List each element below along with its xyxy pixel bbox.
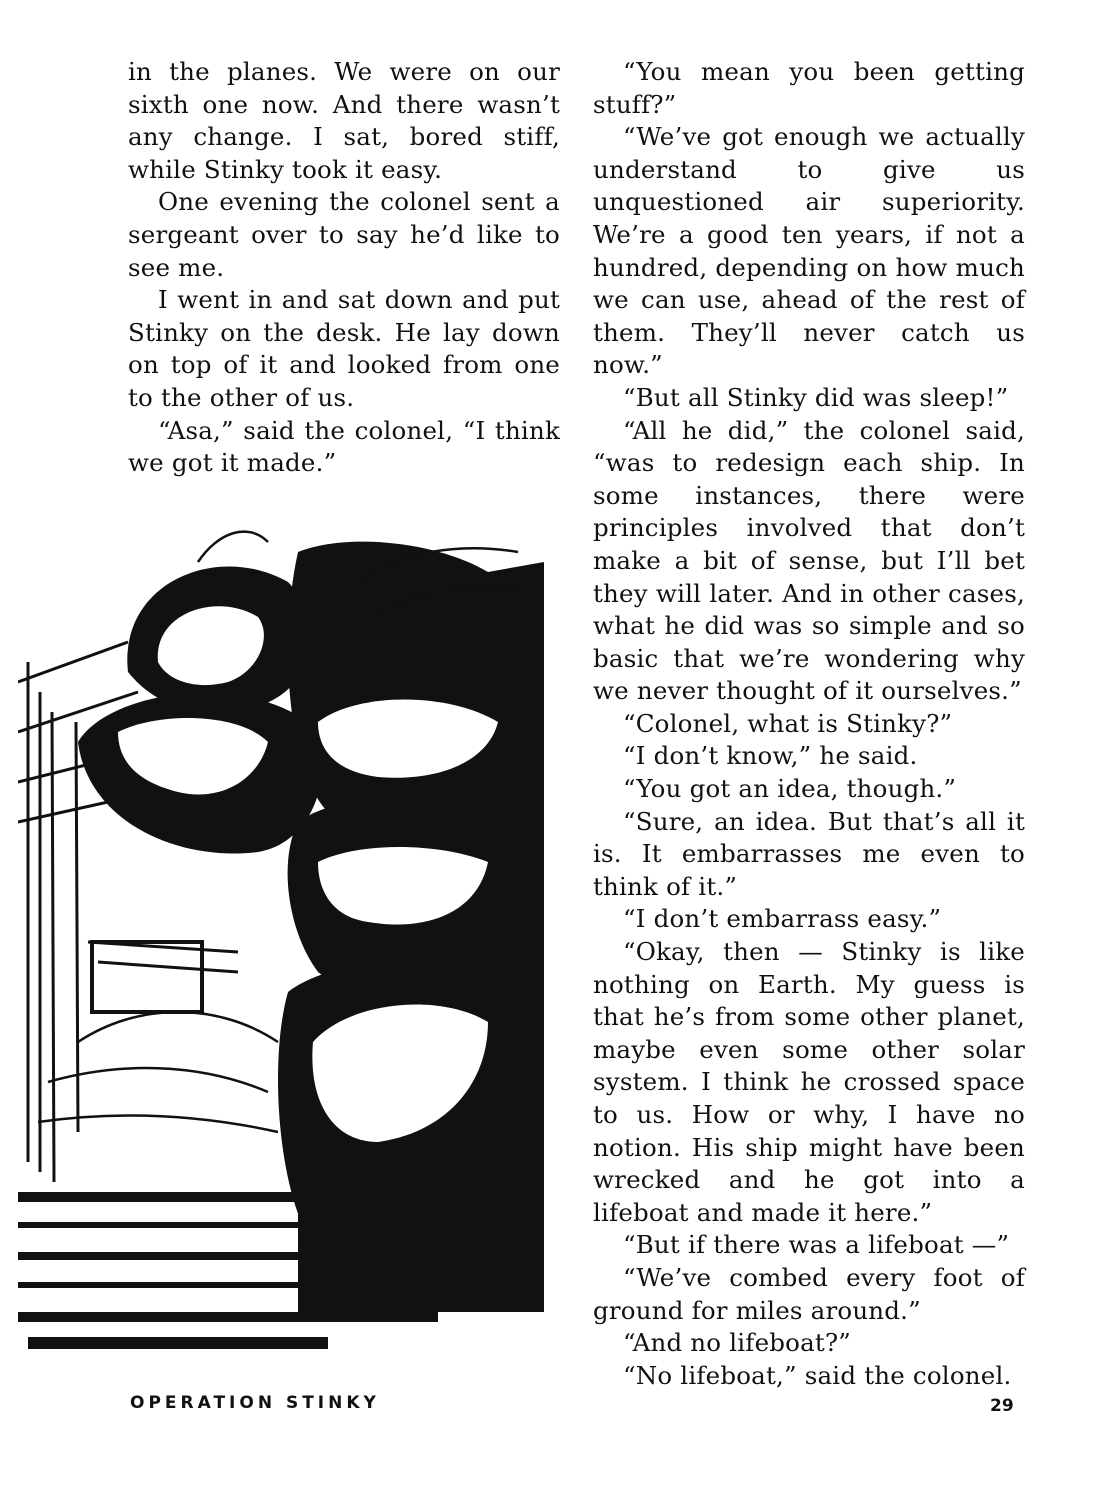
paragraph: “All he did,” the colonel said, “was to redesign each ship. In some instances, there were principles involved that don’t make a bit of sense, but I’ll bet they will later. And in other cases, what he did was so simple and so basic that we’re wondering why we never thought of it ourselves.”: [593, 415, 1025, 706]
paragraph: One evening the colonel sent a sergeant over to say he’d like to see me.: [128, 187, 560, 282]
paragraph: “Okay, then — Stinky is like nothing on Earth. My guess is that he’s from some other planet, maybe even some other solar system. I think he crossed space to us. How or why, I have no notion. His ship might have been wrecked and he got into a lifeboat and made it here.”: [593, 937, 1025, 1227]
running-title: OPERATION STINKY: [130, 1393, 380, 1413]
paragraph: “No lifeboat,” said the colonel.: [623, 1360, 1012, 1390]
page-number: 29: [990, 1396, 1014, 1416]
paragraph: I went in and sat down and put Stinky on the desk. He lay down on top of it and looked from one to the other of us.: [128, 285, 560, 412]
creature-shapes: [78, 542, 544, 1252]
paragraph: “But all Stinky did was sleep!”: [623, 382, 1009, 412]
paragraph: “I don’t know,” he said.: [623, 741, 918, 771]
paragraph: “And no lifeboat?”: [623, 1328, 852, 1358]
paragraph: “Colonel, what is Stinky?”: [623, 708, 953, 738]
paragraph: “Asa,” said the colonel, “I think we got it made.”: [128, 415, 560, 478]
paragraph: “I don’t embarrass easy.”: [623, 904, 942, 934]
paragraph: “Sure, an idea. But that’s all it is. It embarrasses me even to think of it.”: [593, 806, 1025, 901]
ground-texture: [18, 1192, 544, 1349]
left-text-column: [128, 56, 560, 480]
paragraph: “You mean you been getting stuff?”: [593, 57, 1025, 119]
paragraph: “We’ve got enough we actually understand to give us unquestioned air superiority. We’re a good ten years, if not a hundred, depending on how much we can use, ahead of the rest of them. They’ll never catch us now.”: [593, 122, 1025, 380]
paragraph: “You got an idea, though.”: [623, 774, 957, 804]
paragraph: “But if there was a lifeboat —”: [623, 1230, 1010, 1260]
ink-illustration: [18, 522, 544, 1364]
paragraph: “We’ve combed every foot of ground for miles around.”: [593, 1262, 1025, 1325]
right-text-column: [593, 56, 1025, 1392]
paragraph: in the planes. We were on our sixth one now. And there wasn’t any change. I sat, bored stiff, while Stinky took it easy.: [128, 57, 560, 184]
